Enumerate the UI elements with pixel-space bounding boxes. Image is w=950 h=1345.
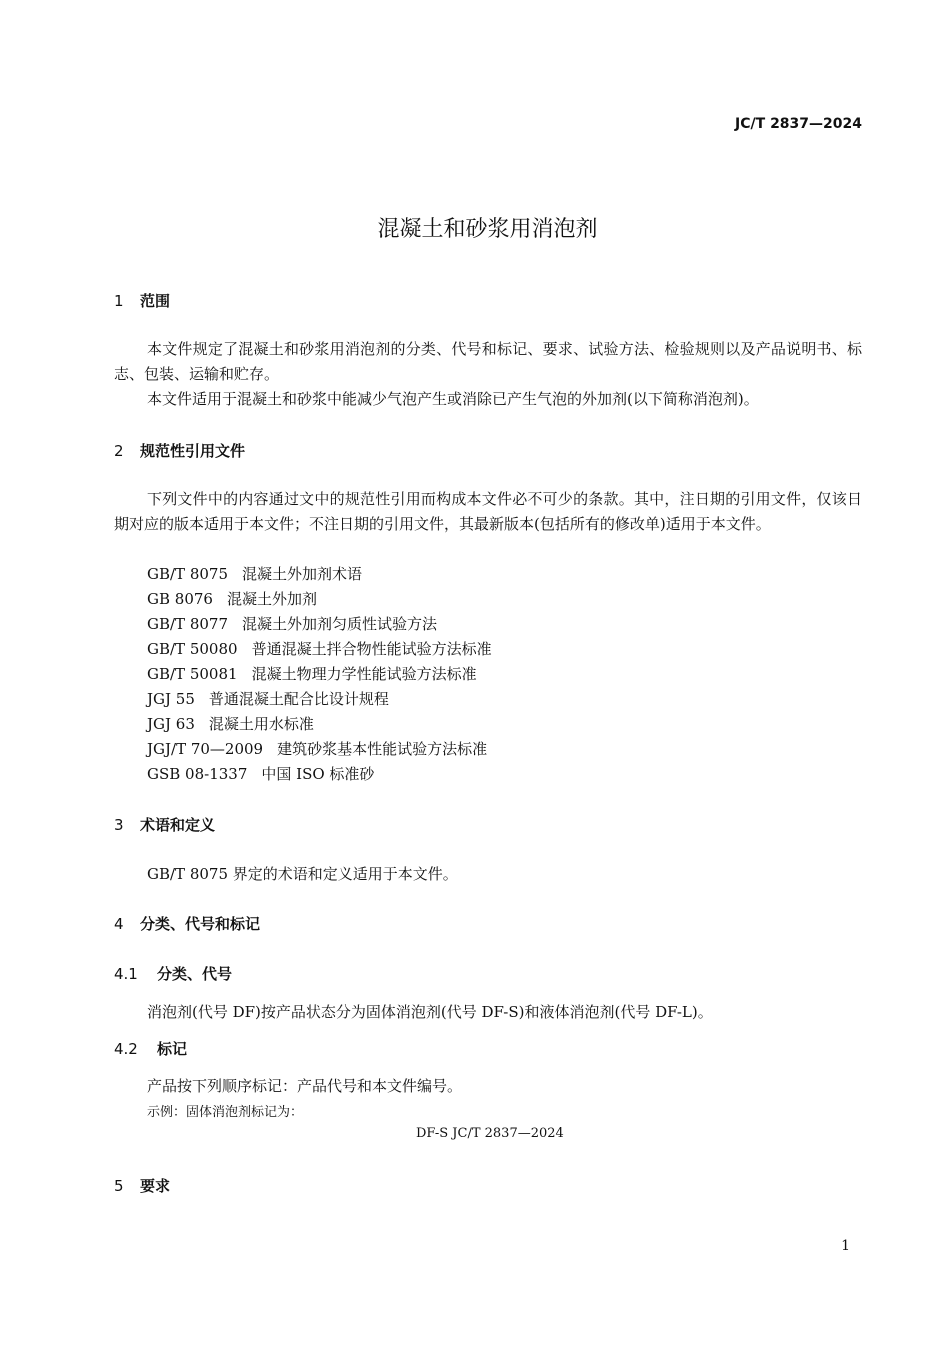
section-4-2-heading — [114, 1038, 187, 1059]
reference-code: GB/T 50080 — [147, 640, 238, 658]
section-title: 范围 — [140, 292, 171, 310]
section-3-heading — [114, 814, 215, 835]
section-1-heading — [114, 290, 170, 311]
section-title: 分类、代号和标记 — [140, 915, 261, 933]
section-5-heading — [114, 1175, 170, 1196]
section-number: 3 — [114, 816, 124, 834]
reference-title: 建筑砂浆基本性能试验方法标准 — [277, 740, 488, 758]
section-3-paragraph-1: GB/T 8075 界定的术语和定义适用于本文件。 — [147, 865, 458, 883]
reference-title: 普通混凝土配合比设计规程 — [208, 690, 389, 708]
reference-item — [147, 687, 492, 712]
document-code: JC/T 2837—2024 — [735, 116, 862, 132]
example-label: 示例：固体消泡剂标记为： — [147, 1105, 304, 1120]
reference-title: 混凝土外加剂匀质性试验方法 — [242, 615, 438, 633]
reference-code: JGJ 55 — [147, 690, 195, 708]
reference-item — [147, 587, 492, 612]
section-number: 5 — [114, 1177, 124, 1195]
section-4-2-paragraph-1: 产品按下列顺序标记：产品代号和本文件编号。 — [147, 1077, 463, 1095]
reference-title: 混凝土外加剂术语 — [242, 565, 363, 583]
reference-code: GB/T 8077 — [147, 615, 229, 633]
section-4-1-paragraph-1: 消泡剂(代号 DF)按产品状态分为固体消泡剂(代号 DF-S)和液体消泡剂(代号 DF-L)。 — [147, 1003, 713, 1021]
reference-item — [147, 712, 492, 737]
reference-item — [147, 562, 492, 587]
reference-code: JGJ 63 — [147, 715, 195, 733]
reference-title: 混凝土用水标准 — [208, 715, 314, 733]
reference-title: 中国 ISO 标准砂 — [261, 765, 375, 783]
reference-code: GB 8076 — [147, 590, 213, 608]
section-title: 标记 — [157, 1040, 188, 1058]
reference-item — [147, 762, 492, 787]
section-2-heading — [114, 440, 245, 461]
reference-title: 混凝土外加剂 — [226, 590, 317, 608]
section-title: 分类、代号 — [157, 965, 233, 983]
section-4-1-heading — [114, 963, 232, 984]
reference-title: 混凝土物理力学性能试验方法标准 — [251, 665, 477, 683]
document-title: 混凝土和砂浆用消泡剂 — [377, 217, 598, 242]
reference-item — [147, 637, 492, 662]
reference-code: JGJ/T 70—2009 — [147, 740, 264, 758]
reference-code: GSB 08-1337 — [147, 765, 248, 783]
reference-code: GB/T 8075 — [147, 565, 229, 583]
page-number: 1 — [841, 1238, 850, 1254]
example-marking: DF-S JC/T 2837—2024 — [416, 1126, 564, 1141]
reference-title: 普通混凝土拌合物性能试验方法标准 — [251, 640, 492, 658]
section-1-paragraph-1: 本文件规定了混凝土和砂浆用消泡剂的分类、代号和标记、要求、试验方法、检验规则以及产品说明书、标志、包装、运输和贮存。 — [114, 340, 862, 383]
section-title: 术语和定义 — [140, 816, 216, 834]
section-number: 4.2 — [114, 1040, 138, 1058]
reference-item — [147, 737, 492, 762]
reference-item — [147, 612, 492, 637]
section-number: 1 — [114, 292, 124, 310]
section-title: 规范性引用文件 — [140, 442, 246, 460]
section-number: 4 — [114, 915, 124, 933]
section-4-heading — [114, 913, 260, 934]
section-2-paragraph-1: 下列文件中的内容通过文中的规范性引用而构成本文件必不可少的条款。其中，注日期的引用文件，仅该日期对应的版本适用于本文件；不注日期的引用文件，其最新版本(包括所有的修改单)适用于本文件。 — [114, 490, 862, 533]
section-number: 4.1 — [114, 965, 138, 983]
normative-references-list — [147, 562, 492, 787]
section-title: 要求 — [140, 1177, 171, 1195]
reference-item — [147, 662, 492, 687]
reference-code: GB/T 50081 — [147, 665, 238, 683]
section-number: 2 — [114, 442, 124, 460]
section-1-paragraph-2: 本文件适用于混凝土和砂浆中能减少气泡产生或消除已产生气泡的外加剂(以下简称消泡剂)。 — [147, 390, 759, 408]
